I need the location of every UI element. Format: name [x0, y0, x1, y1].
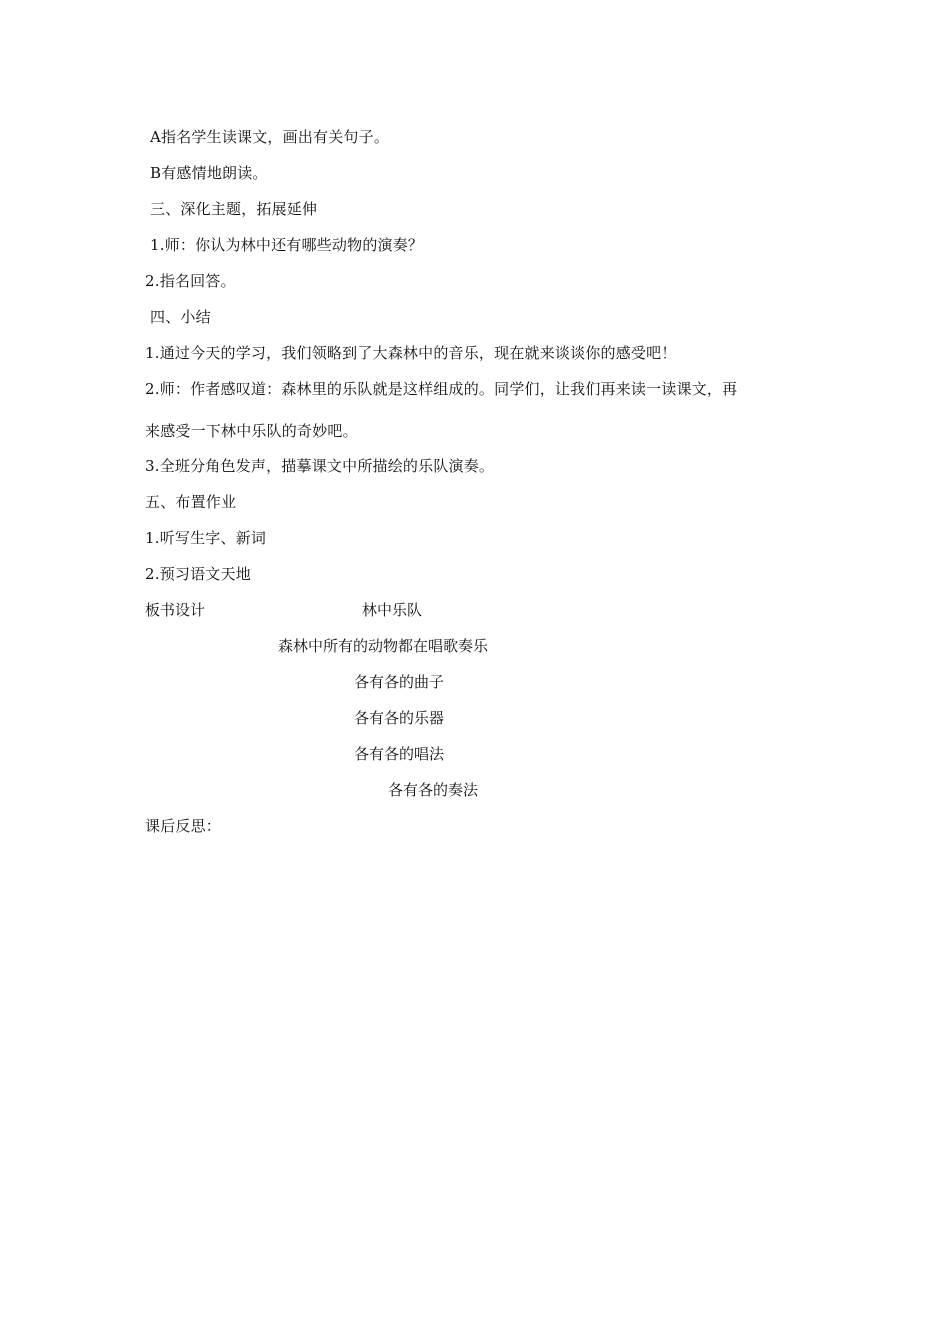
board-design-label: 板书设计: [145, 601, 206, 619]
section-five-item-1: 1.听写生字、新词: [145, 529, 267, 547]
section-four-item-3: 3.全班分角色发声，描摹课文中所描绘的乐队演奏。: [145, 457, 495, 475]
section-five-heading: 五、布置作业: [145, 493, 237, 511]
section-four-item-2-cont: 来感受一下林中乐队的奇妙吧。: [145, 422, 358, 440]
section-four-item-2: 2.师：作者感叹道：森林里的乐队就是这样组成的。同学们，让我们再来读一读课文，再: [145, 380, 738, 398]
section-three-heading: 三、深化主题，拓展延伸: [150, 200, 318, 218]
board-item: 各有各的曲子: [354, 673, 445, 691]
reflection-label: 课后反思：: [145, 817, 222, 835]
board-item: 各有各的奏法: [388, 781, 479, 799]
section-four-item-1: 1.通过今天的学习，我们领略到了大森林中的音乐，现在就来谈谈你的感受吧！: [145, 344, 677, 362]
board-title: 林中乐队: [362, 601, 423, 619]
board-item: 各有各的唱法: [354, 745, 445, 763]
section-three-item-1: 1.师：你认为林中还有哪些动物的演奏？: [150, 236, 424, 254]
step-b-text: B有感情地朗读。: [150, 164, 268, 182]
board-item: 各有各的乐器: [354, 709, 445, 727]
section-three-item-2: 2.指名回答。: [145, 272, 236, 290]
section-five-item-2: 2.预习语文天地: [145, 565, 251, 583]
board-main-line: 森林中所有的动物都在唱歌奏乐: [278, 637, 489, 655]
section-four-heading: 四、小结: [150, 308, 211, 326]
step-a-text: A指名学生读课文，画出有关句子。: [150, 128, 390, 146]
